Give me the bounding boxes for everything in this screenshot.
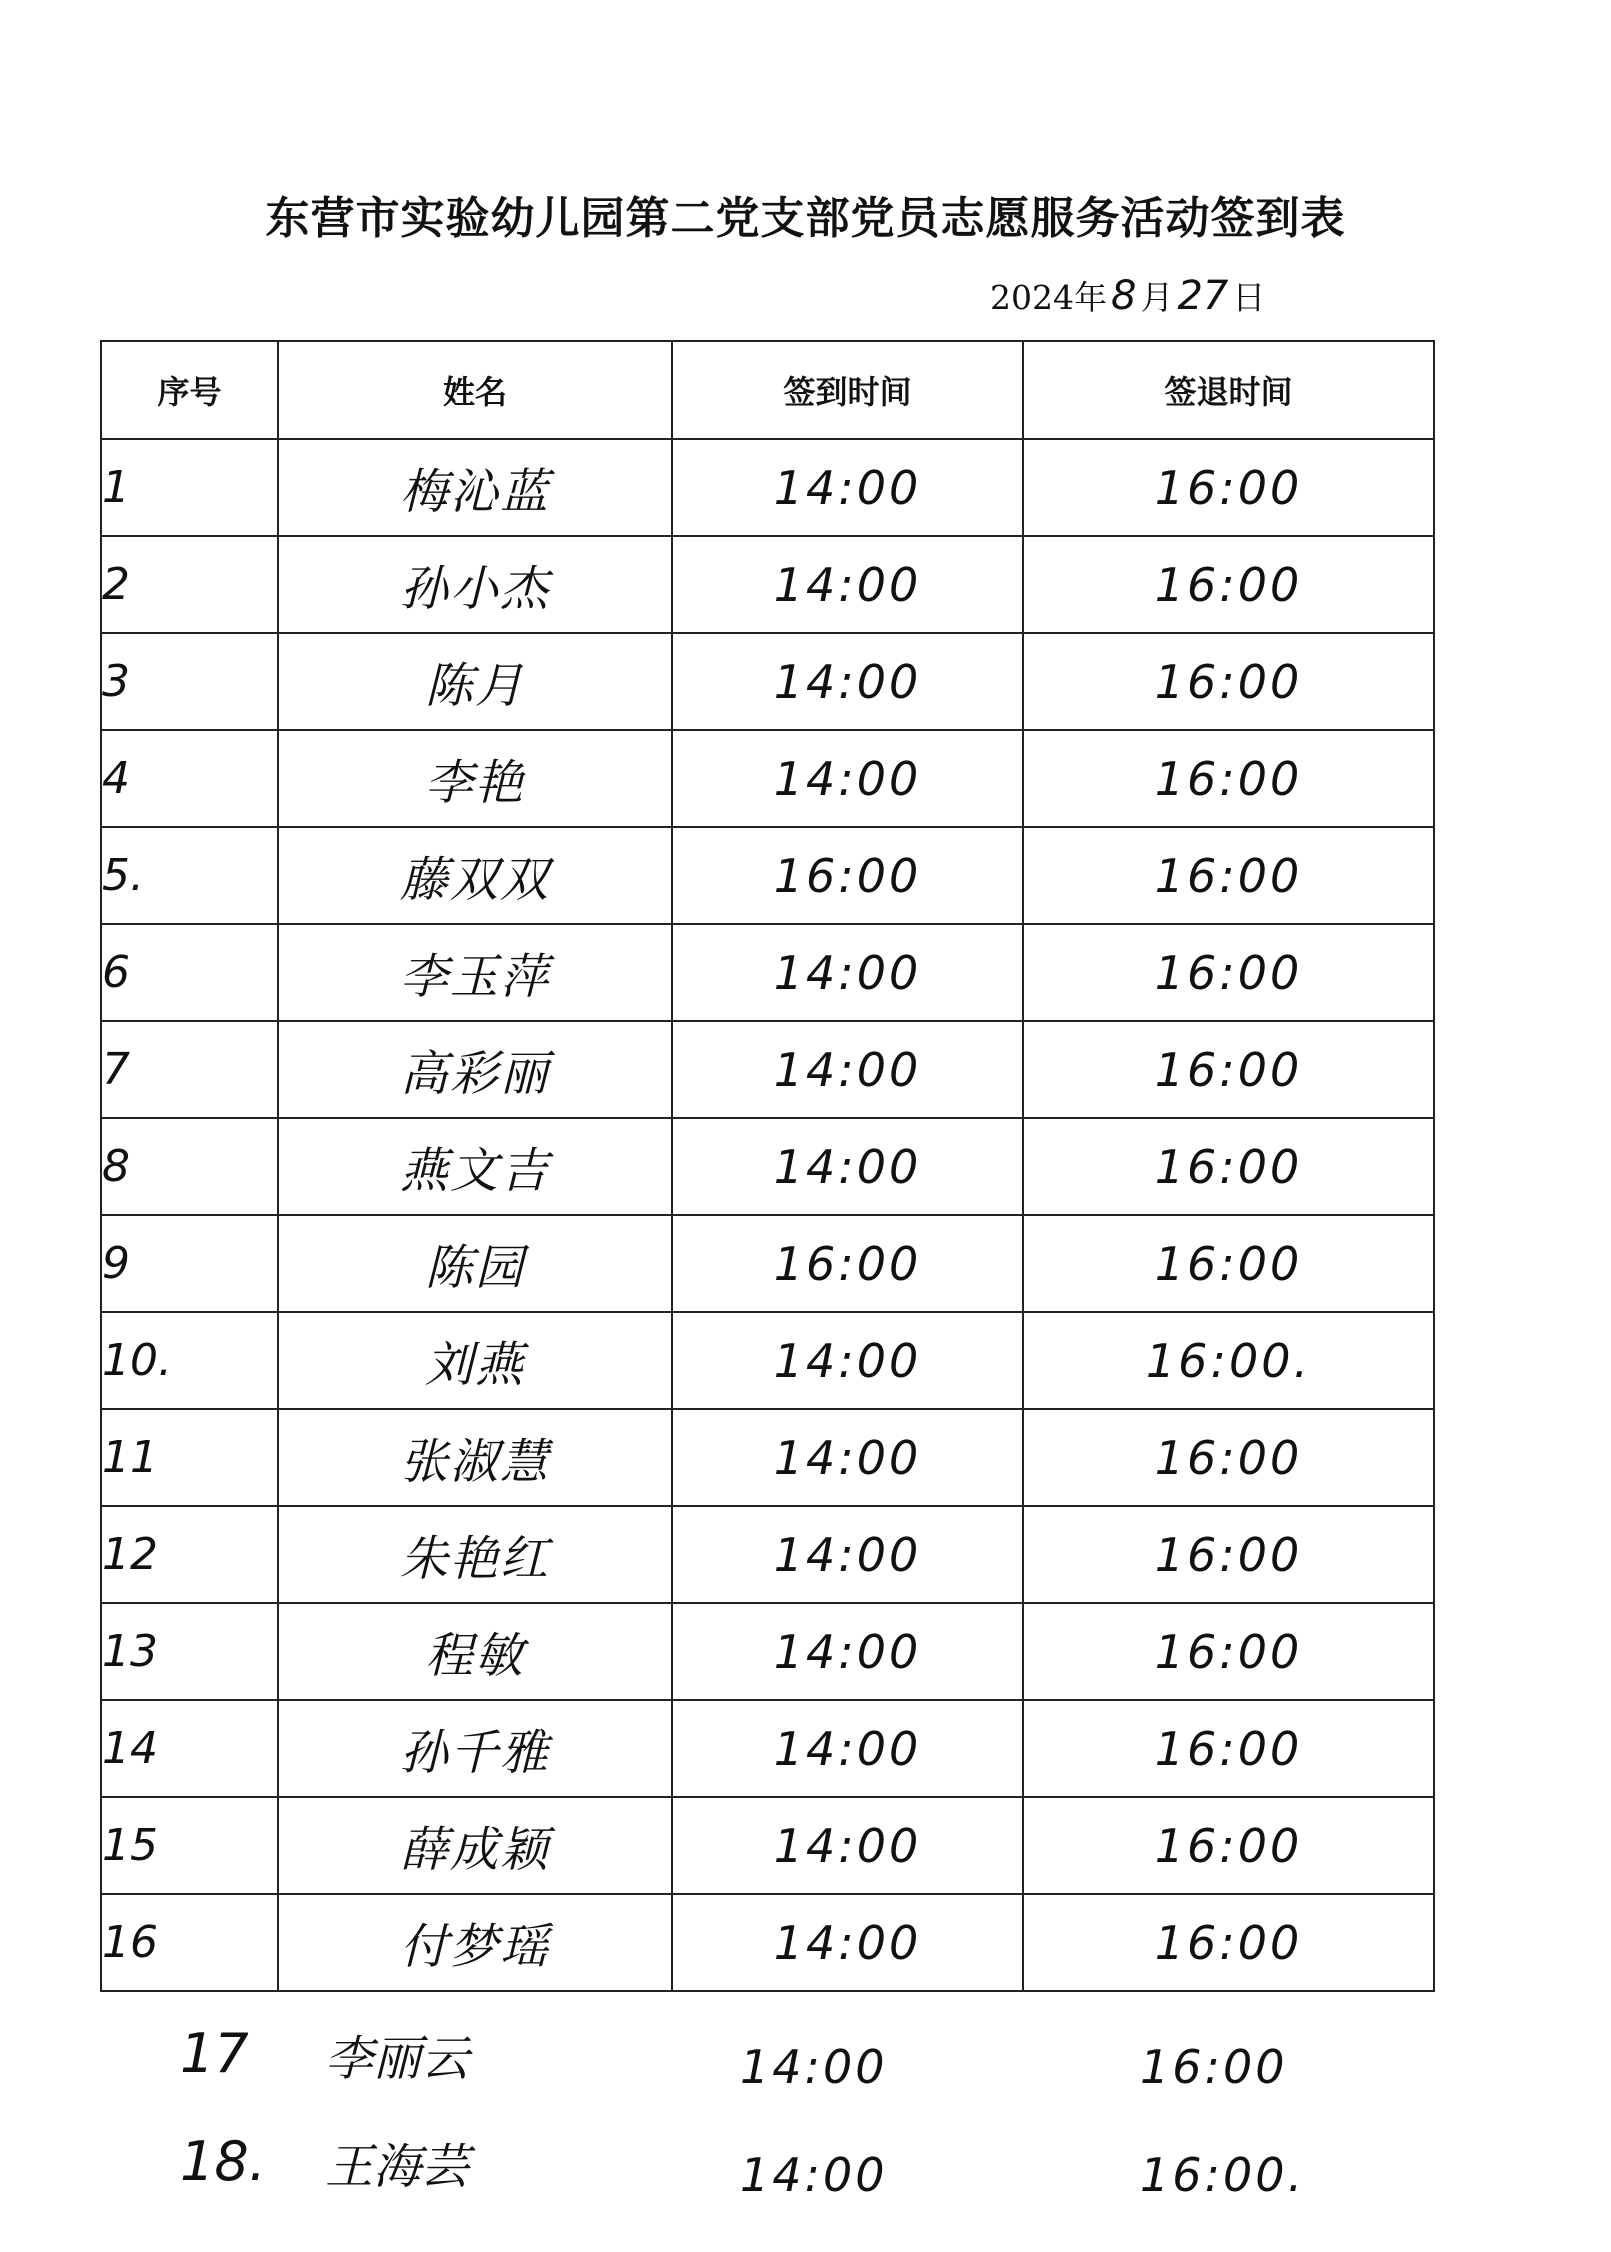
date-day-unit: 日 bbox=[1232, 278, 1266, 317]
row-number: 7 bbox=[101, 1021, 278, 1118]
row-number: 8 bbox=[101, 1118, 278, 1215]
row-number: 13 bbox=[101, 1603, 278, 1700]
sign-out-time: 16:00 bbox=[1023, 439, 1434, 536]
table-row bbox=[101, 730, 1434, 827]
table-row bbox=[101, 1215, 1434, 1312]
sign-in-time: 14:00 bbox=[740, 2040, 888, 2094]
sign-out-time: 16:00 bbox=[1023, 1215, 1434, 1312]
table-row bbox=[101, 439, 1434, 536]
date-year: 2024 bbox=[990, 278, 1074, 317]
attendee-name: 高彩丽 bbox=[278, 1021, 672, 1118]
row-number: 2 bbox=[101, 536, 278, 633]
table-row bbox=[101, 1797, 1434, 1894]
header-sign-out: 签退时间 bbox=[1023, 341, 1434, 439]
sign-in-time: 16:00 bbox=[672, 827, 1023, 924]
row-number: 14 bbox=[101, 1700, 278, 1797]
table-row bbox=[101, 1506, 1434, 1603]
attendee-name: 陈园 bbox=[278, 1215, 672, 1312]
sign-out-time: 16:00. bbox=[1140, 2148, 1306, 2202]
row-number: 11 bbox=[101, 1409, 278, 1506]
header-name: 姓名 bbox=[278, 341, 672, 439]
table-row bbox=[101, 1021, 1434, 1118]
sign-in-time: 14:00 bbox=[740, 2148, 888, 2202]
row-number: 16 bbox=[101, 1894, 278, 1991]
date-day: 27 bbox=[1177, 273, 1229, 319]
sign-out-time: 16:00 bbox=[1023, 633, 1434, 730]
row-number: 12 bbox=[101, 1506, 278, 1603]
sign-out-time: 16:00 bbox=[1023, 1797, 1434, 1894]
page-title: 东营市实验幼儿园第二党支部党员志愿服务活动签到表 bbox=[265, 193, 1346, 244]
attendee-name: 梅沁蓝 bbox=[278, 439, 672, 536]
sign-in-table bbox=[100, 340, 1435, 1992]
attendee-name: 陈月 bbox=[278, 633, 672, 730]
sign-out-time: 16:00 bbox=[1023, 924, 1434, 1021]
row-number: 3 bbox=[101, 633, 278, 730]
table-row bbox=[101, 827, 1434, 924]
table-row bbox=[101, 1312, 1434, 1409]
attendee-name: 孙千雅 bbox=[278, 1700, 672, 1797]
extra-row bbox=[100, 2118, 1433, 2208]
attendee-name: 孙小杰 bbox=[278, 536, 672, 633]
table-row bbox=[101, 924, 1434, 1021]
sign-in-time: 14:00 bbox=[672, 536, 1023, 633]
date-line bbox=[990, 272, 1265, 319]
row-number: 5. bbox=[101, 827, 278, 924]
attendee-name: 李丽云 bbox=[325, 2031, 470, 2087]
attendee-name: 薛成颖 bbox=[278, 1797, 672, 1894]
sign-in-time: 14:00 bbox=[672, 633, 1023, 730]
sign-out-time: 16:00 bbox=[1023, 1894, 1434, 1991]
table-row bbox=[101, 1603, 1434, 1700]
table-row bbox=[101, 1894, 1434, 1991]
date-year-unit: 年 bbox=[1073, 278, 1107, 317]
table-row bbox=[101, 1700, 1434, 1797]
sign-out-time: 16:00 bbox=[1140, 2040, 1288, 2094]
sign-in-time: 14:00 bbox=[672, 1021, 1023, 1118]
sign-out-time: 16:00 bbox=[1023, 1700, 1434, 1797]
sign-in-time: 14:00 bbox=[672, 1894, 1023, 1991]
sign-out-time: 16:00 bbox=[1023, 536, 1434, 633]
sign-out-time: 16:00 bbox=[1023, 827, 1434, 924]
header-row bbox=[101, 341, 1434, 439]
attendee-name: 程敏 bbox=[278, 1603, 672, 1700]
row-number: 4 bbox=[101, 730, 278, 827]
sign-out-time: 16:00 bbox=[1023, 1506, 1434, 1603]
sign-out-time: 16:00. bbox=[1023, 1312, 1434, 1409]
sign-in-time: 14:00 bbox=[672, 1506, 1023, 1603]
header-no: 序号 bbox=[101, 341, 278, 439]
attendee-name: 朱艳红 bbox=[278, 1506, 672, 1603]
sign-out-time: 16:00 bbox=[1023, 1409, 1434, 1506]
sign-in-time: 14:00 bbox=[672, 1312, 1023, 1409]
sign-in-time: 16:00 bbox=[672, 1215, 1023, 1312]
date-month-unit: 月 bbox=[1140, 278, 1174, 317]
row-number: 1 bbox=[101, 439, 278, 536]
attendee-name: 李艳 bbox=[278, 730, 672, 827]
sign-out-time: 16:00 bbox=[1023, 1021, 1434, 1118]
sign-in-time: 14:00 bbox=[672, 1603, 1023, 1700]
sign-in-time: 14:00 bbox=[672, 730, 1023, 827]
table-row bbox=[101, 1409, 1434, 1506]
attendee-name: 王海芸 bbox=[325, 2139, 470, 2195]
row-number: 9 bbox=[101, 1215, 278, 1312]
date-month: 8 bbox=[1110, 273, 1137, 319]
table-row bbox=[101, 633, 1434, 730]
sign-in-time: 14:00 bbox=[672, 439, 1023, 536]
attendee-name: 李玉萍 bbox=[278, 924, 672, 1021]
sign-in-time: 14:00 bbox=[672, 1700, 1023, 1797]
sign-out-time: 16:00 bbox=[1023, 730, 1434, 827]
header-sign-in: 签到时间 bbox=[672, 341, 1023, 439]
row-number: 18. bbox=[180, 2130, 266, 2193]
attendee-name: 刘燕 bbox=[278, 1312, 672, 1409]
sign-out-time: 16:00 bbox=[1023, 1603, 1434, 1700]
table-row bbox=[101, 1118, 1434, 1215]
attendee-name: 燕文吉 bbox=[278, 1118, 672, 1215]
attendee-name: 付梦瑶 bbox=[278, 1894, 672, 1991]
attendee-name: 藤双双 bbox=[278, 827, 672, 924]
sign-out-time: 16:00 bbox=[1023, 1118, 1434, 1215]
attendee-name: 张淑慧 bbox=[278, 1409, 672, 1506]
sign-in-time: 14:00 bbox=[672, 924, 1023, 1021]
row-number: 6 bbox=[101, 924, 278, 1021]
table-row bbox=[101, 536, 1434, 633]
sign-in-time: 14:00 bbox=[672, 1409, 1023, 1506]
sign-in-time: 14:00 bbox=[672, 1118, 1023, 1215]
row-number: 17 bbox=[180, 2022, 249, 2085]
row-number: 10. bbox=[101, 1312, 278, 1409]
row-number: 15 bbox=[101, 1797, 278, 1894]
extra-row bbox=[100, 2010, 1433, 2100]
sign-in-time: 14:00 bbox=[672, 1797, 1023, 1894]
